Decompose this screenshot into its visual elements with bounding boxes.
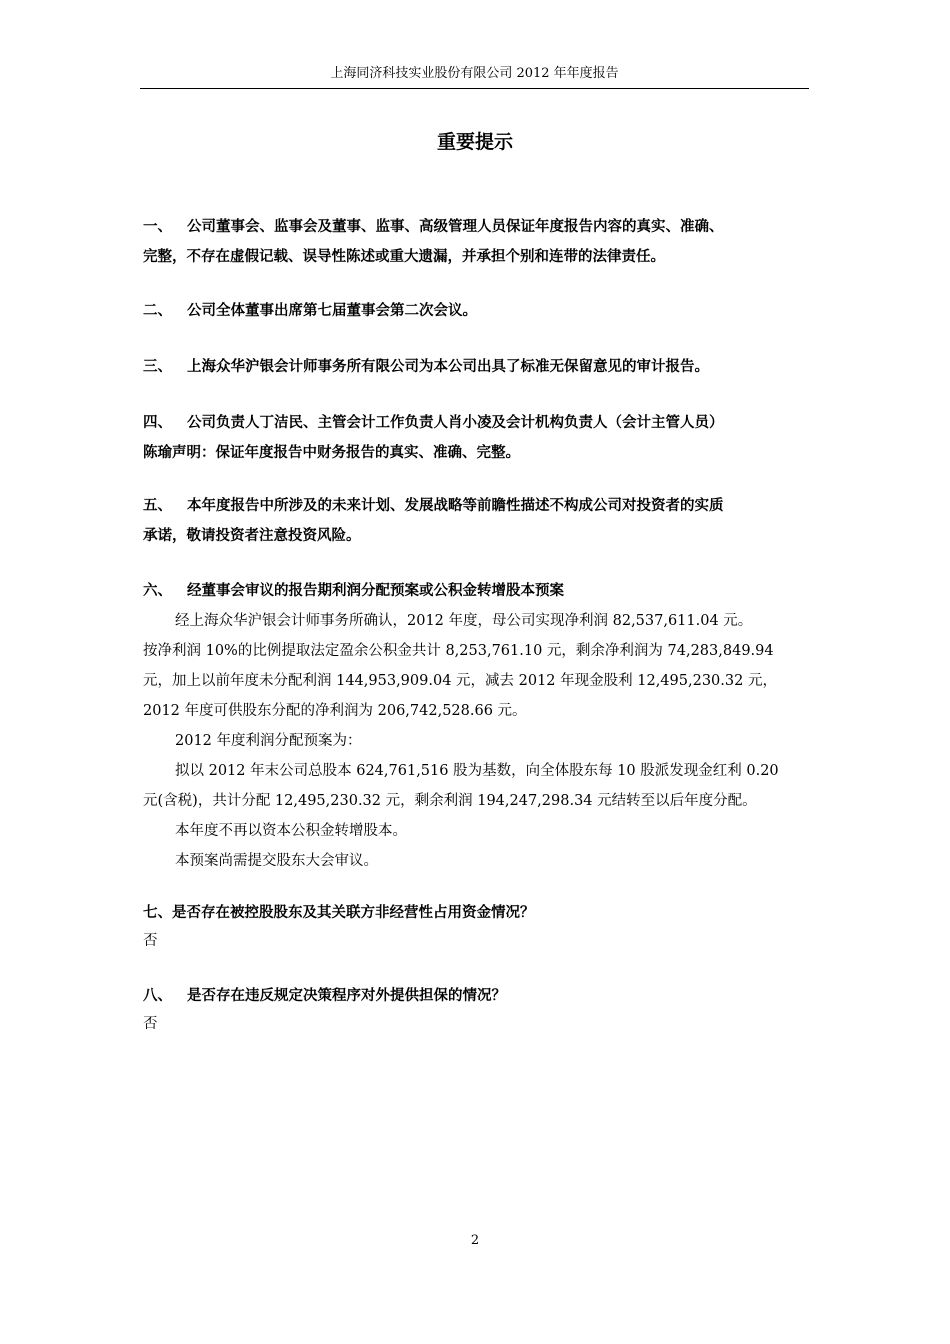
- section-2-line1: 公司全体董事出席第七届董事会第二次会议。: [187, 302, 477, 319]
- section-5-number: 五、: [143, 497, 172, 514]
- section-6-line1: 经董事会审议的报告期利润分配预案或公积金转增股本预案: [187, 582, 564, 599]
- page-title: 重要提示: [436, 131, 513, 153]
- section-8-number: 八、: [143, 987, 172, 1004]
- section-7-line1: 是否存在被控股股东及其关联方非经营性占用资金情况？: [172, 904, 535, 921]
- profit-para-3-line1: 拟以 2012 年末公司总股本 624,761,516 股为基数，向全体股东每 10 股派发现金红利 0.20: [175, 763, 779, 779]
- section-3-number: 三、: [143, 358, 172, 375]
- page-header: 上海同济科技实业股份有限公司 2012 年年度报告: [330, 66, 619, 81]
- profit-distribution-body: [143, 606, 809, 876]
- section-6-number: 六、: [143, 582, 172, 599]
- section-1-line1: 公司董事会、监事会及董事、监事、高级管理人员保证年度报告内容的真实、准确、: [187, 218, 724, 235]
- section-3: [143, 352, 809, 382]
- section-5-line1: 本年度报告中所涉及的未来计划、发展战略等前瞻性描述不构成公司对投资者的实质: [187, 497, 724, 514]
- section-5: [143, 491, 809, 551]
- profit-para-1-line3: 元，加上以前年度未分配利润 144,953,909.04 元，减去 2012 年现金股利 12,495,230.32 元，: [143, 673, 777, 689]
- profit-para-1-line4: 2012 年度可供股东分配的净利润为 206,742,528.66 元。: [143, 703, 527, 719]
- section-4-line1: 公司负责人丁洁民、主管会计工作负责人肖小凌及会计机构负责人（会计主管人员）: [187, 414, 724, 431]
- section-8-line1: 是否存在违反规定决策程序对外提供担保的情况？: [187, 987, 506, 1004]
- section-1: [143, 212, 809, 272]
- page-number: 2: [470, 1233, 480, 1248]
- section-1-line2: 完整，不存在虚假记载、误导性陈述或重大遗漏，并承担个别和连带的法律责任。: [143, 248, 665, 265]
- header-divider: [140, 88, 809, 89]
- section-6: [143, 576, 809, 606]
- section-3-line1: 上海众华沪银会计师事务所有限公司为本公司出具了标准无保留意见的审计报告。: [187, 358, 709, 375]
- section-7-number: 七、: [143, 904, 172, 921]
- section-8: [143, 981, 809, 1011]
- section-1-number: 一、: [143, 218, 172, 235]
- profit-para-5: 本预案尚需提交股东大会审议。: [175, 853, 378, 869]
- section-5-line2: 承诺，敬请投资者注意投资风险。: [143, 527, 361, 544]
- profit-para-4: 本年度不再以资本公积金转增股本。: [175, 823, 407, 839]
- section-4-line2: 陈瑜声明：保证年度报告中财务报告的真实、准确、完整。: [143, 444, 520, 461]
- section-7: [143, 898, 809, 928]
- profit-para-1-line2: 按净利润 10%的比例提取法定盈余公积金共计 8,253,761.10 元，剩余净利润为 74,283,849.94: [143, 643, 774, 659]
- section-4-number: 四、: [143, 414, 172, 431]
- section-4: [143, 408, 809, 468]
- section-2: [143, 296, 809, 326]
- profit-para-1-line1: 经上海众华沪银会计师事务所确认，2012 年度，母公司实现净利润 82,537,611.04 元。: [175, 613, 753, 629]
- section-7-answer: 否: [143, 933, 158, 949]
- profit-para-2: 2012 年度利润分配预案为：: [175, 733, 362, 749]
- section-2-number: 二、: [143, 302, 172, 319]
- section-8-answer: 否: [143, 1016, 158, 1032]
- profit-para-3-line2: 元(含税)，共计分配 12,495,230.32 元，剩余利润 194,247,298.34 元结转至以后年度分配。: [143, 793, 757, 809]
